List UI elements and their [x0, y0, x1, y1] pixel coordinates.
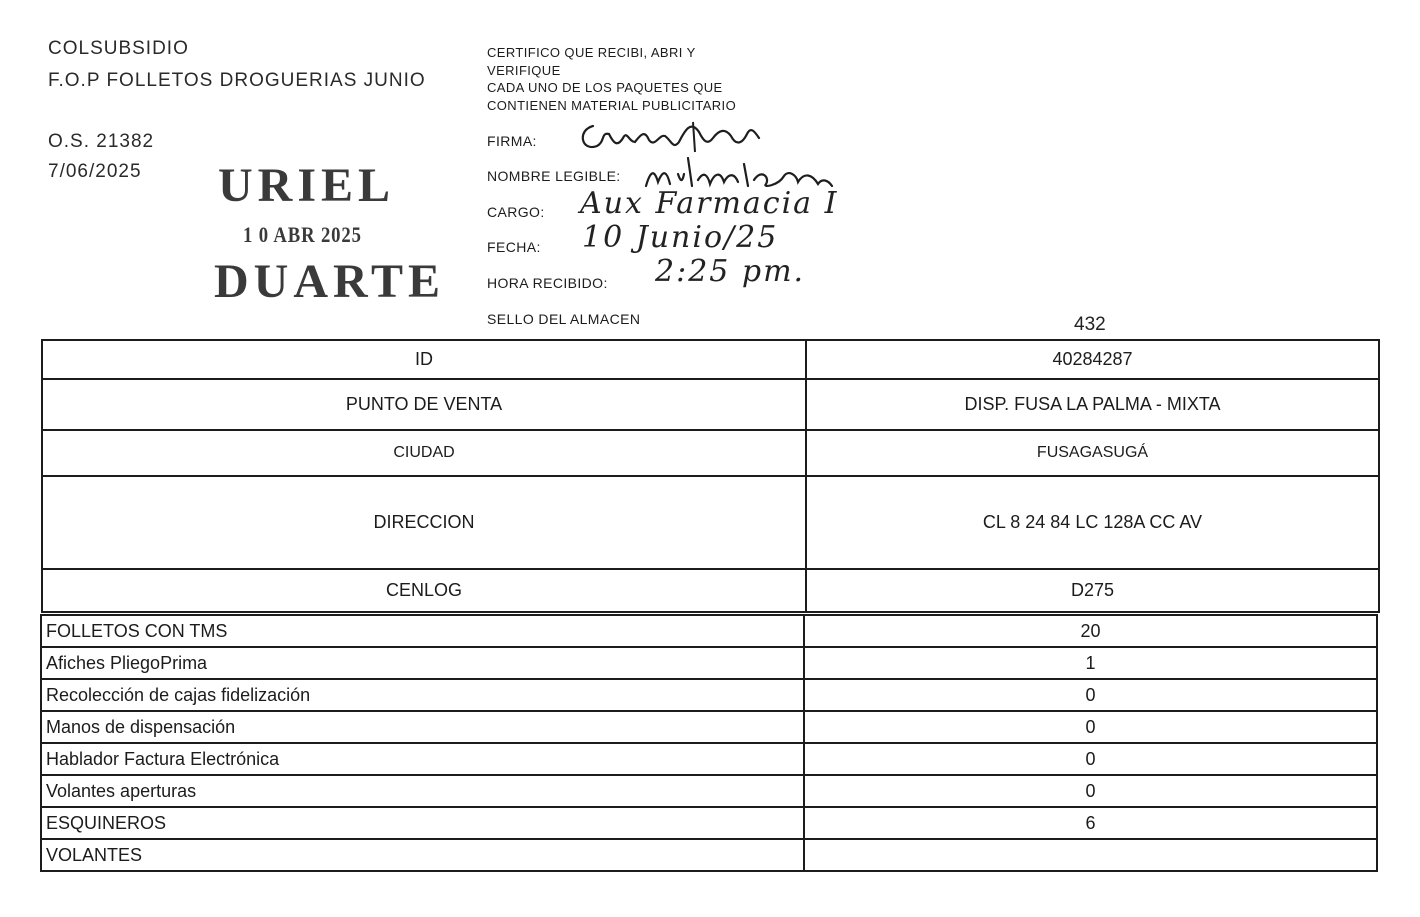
company-name: COLSUBSIDIO	[48, 38, 189, 59]
item-quantity: 0	[804, 775, 1377, 807]
stamp-first-name: URIEL	[218, 159, 396, 212]
table-row	[42, 430, 1379, 476]
certification-line: CONTIENEN MATERIAL PUBLICITARIO	[487, 97, 737, 113]
info-value: DISP. FUSA LA PALMA - MIXTA	[806, 379, 1379, 430]
info-value: CL 8 24 84 LC 128A CC AV	[806, 476, 1379, 569]
item-quantity: 0	[804, 679, 1377, 711]
date-value: 10 Junio/25	[582, 220, 779, 255]
items-table	[40, 614, 1378, 872]
order-number: O.S. 21382	[48, 131, 155, 152]
table-row	[42, 379, 1379, 430]
info-value: D275	[806, 569, 1379, 612]
item-name: Afiches PliegoPrima	[41, 647, 804, 679]
document-date: 7/06/2025	[48, 161, 142, 182]
signature-label: FIRMA:	[487, 133, 537, 149]
time-received-value: 2:25 pm.	[655, 254, 806, 289]
certification-line: VERIFIQUE	[487, 62, 561, 78]
item-name: VOLANTES	[41, 839, 804, 871]
stamp-last-name: DUARTE	[214, 255, 445, 308]
item-name: FOLLETOS CON TMS	[41, 615, 804, 647]
position-value: Aux Farmacia I	[580, 186, 839, 221]
project-title: F.O.P FOLLETOS DROGUERIAS JUNIO	[48, 70, 426, 91]
item-quantity: 1	[804, 647, 1377, 679]
item-quantity	[804, 839, 1377, 871]
certification-text	[487, 44, 736, 114]
info-value: FUSAGASUGÁ	[806, 430, 1379, 476]
table-row	[41, 679, 1377, 711]
info-label: PUNTO DE VENTA	[42, 379, 806, 430]
table-row	[41, 807, 1377, 839]
certification-line: CERTIFICO QUE RECIBI, ABRI Y	[487, 45, 696, 60]
table-row	[41, 839, 1377, 871]
table-row	[41, 615, 1377, 647]
item-name: Manos de dispensación	[41, 711, 804, 743]
table-row	[41, 775, 1377, 807]
time-received-label: HORA RECIBIDO:	[487, 275, 608, 291]
item-name: Recolección de cajas fidelización	[41, 679, 804, 711]
item-quantity: 0	[804, 743, 1377, 775]
info-value: 40284287	[806, 340, 1379, 379]
item-name: Hablador Factura Electrónica	[41, 743, 804, 775]
page-number: 432	[1074, 314, 1106, 335]
info-label: DIRECCION	[42, 476, 806, 569]
table-row	[42, 569, 1379, 612]
store-info-table	[41, 339, 1380, 613]
item-quantity: 0	[804, 711, 1377, 743]
position-label: CARGO:	[487, 204, 545, 220]
info-label: ID	[42, 340, 806, 379]
item-quantity: 20	[804, 615, 1377, 647]
stamp-date: 1 0 ABR 2025	[243, 222, 362, 247]
item-name: Volantes aperturas	[41, 775, 804, 807]
warehouse-seal-label: SELLO DEL ALMACEN	[487, 311, 641, 327]
table-row	[41, 711, 1377, 743]
table-row	[41, 647, 1377, 679]
item-name: ESQUINEROS	[41, 807, 804, 839]
item-quantity: 6	[804, 807, 1377, 839]
info-label: CIUDAD	[42, 430, 806, 476]
info-label: CENLOG	[42, 569, 806, 612]
legible-name-label: NOMBRE LEGIBLE:	[487, 168, 621, 184]
table-row	[41, 743, 1377, 775]
table-row	[42, 476, 1379, 569]
certification-line: CADA UNO DE LOS PAQUETES QUE	[487, 80, 723, 95]
date-label: FECHA:	[487, 239, 541, 255]
table-row	[42, 340, 1379, 379]
